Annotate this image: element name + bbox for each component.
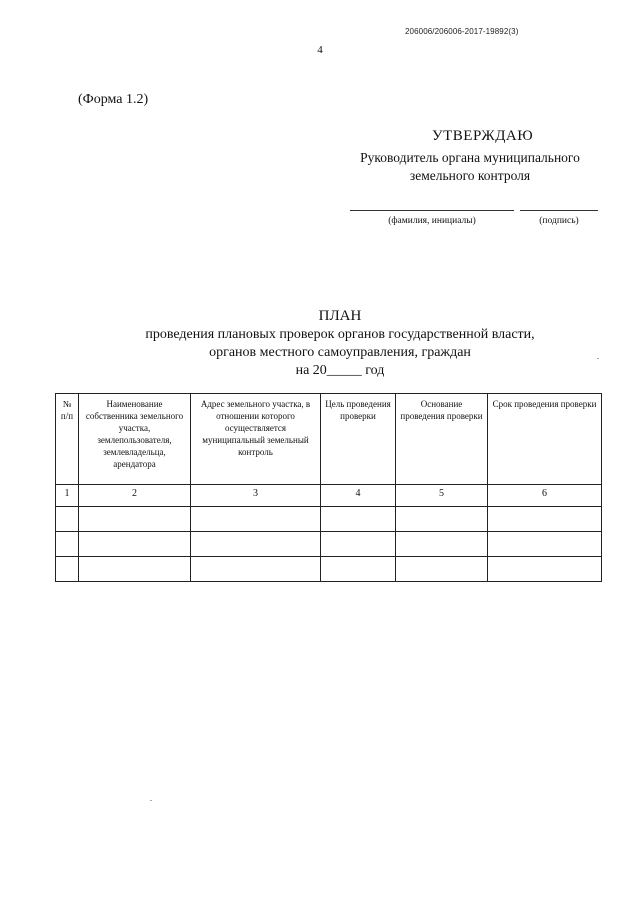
approval-line-2: земельного контроля: [409, 168, 531, 183]
column-number: 6: [488, 485, 602, 507]
column-number: 2: [79, 485, 191, 507]
table-cell: [321, 557, 396, 582]
table-row: [56, 507, 602, 532]
signature-line: [520, 210, 598, 211]
table-cell: [321, 532, 396, 557]
table-row: [56, 532, 602, 557]
column-number: 5: [396, 485, 488, 507]
form-label: (Форма 1.2): [78, 92, 149, 107]
table-cell: [396, 532, 488, 557]
column-number: 3: [191, 485, 321, 507]
plan-title: ПЛАН: [318, 308, 362, 324]
table-cell: [191, 557, 321, 582]
header-purpose: Цель проведения проверки: [321, 394, 396, 485]
name-signature-line: [350, 210, 514, 211]
table-cell: [396, 507, 488, 532]
table-cell: [488, 532, 602, 557]
plan-subtitle-line-1: проведения плановых проверок органов государственной власти,: [145, 327, 535, 342]
table-cell: [488, 507, 602, 532]
page-number: 4: [317, 44, 323, 56]
table-row: [56, 557, 602, 582]
header-owner: Наименование собственника земельного участка, землепользователя, землевладельца, арендатора: [79, 394, 191, 485]
column-number: 4: [321, 485, 396, 507]
table-cell: [488, 557, 602, 582]
table-cell: [56, 507, 79, 532]
approval-line-1: Руководитель органа муниципального: [360, 150, 580, 165]
header-basis: Основание проведения проверки: [396, 394, 488, 485]
table-cell: [79, 557, 191, 582]
table-cell: [191, 507, 321, 532]
plan-subtitle-line-3: на 20_____ год: [295, 363, 385, 378]
column-number-row: [56, 485, 602, 507]
table-cell: [79, 507, 191, 532]
signature-caption: (подпись): [539, 216, 579, 226]
header-address: Адрес земельного участка, в отношении которого осуществляется муниципальный земельный контроль: [191, 394, 321, 485]
plan-subtitle-line-2: органов местного самоуправления, граждан: [209, 345, 471, 360]
plan-table: [55, 393, 602, 582]
table-cell: [321, 507, 396, 532]
document-id: 206006/206006-2017-19892(3): [405, 27, 519, 36]
approval-title: УТВЕРЖДАЮ: [432, 128, 534, 144]
table-cell: [56, 557, 79, 582]
header-row-number: № п/п: [56, 394, 79, 485]
table-cell: [191, 532, 321, 557]
header-term: Срок проведения проверки: [488, 394, 602, 485]
name-caption: (фамилия, инициалы): [388, 216, 476, 226]
scan-speck: [150, 800, 152, 801]
table-cell: [56, 532, 79, 557]
table-cell: [396, 557, 488, 582]
column-number: 1: [56, 485, 79, 507]
scan-speck: [597, 358, 599, 359]
table-cell: [79, 532, 191, 557]
table-header-row: [56, 394, 602, 485]
